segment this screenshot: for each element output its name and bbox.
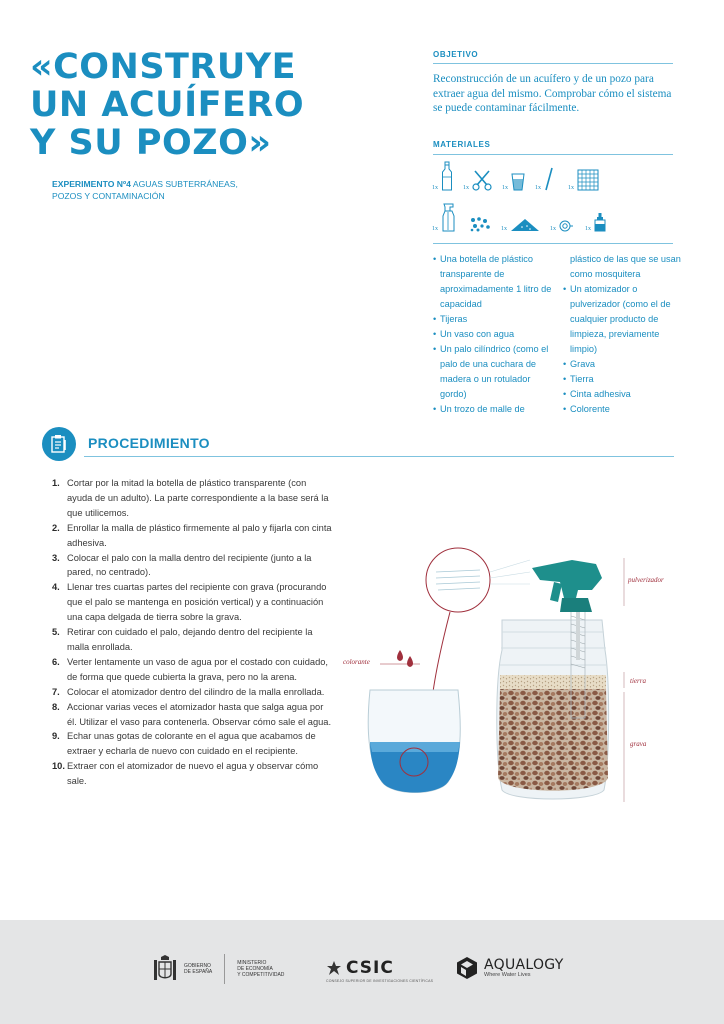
list-item: • Grava [563, 357, 681, 372]
aqualogy-text [484, 958, 564, 978]
materiales-divider [433, 154, 673, 155]
material-qty: 1x [585, 226, 591, 232]
step-number: 7. [52, 686, 60, 697]
step-item [52, 521, 332, 551]
material-glass [502, 173, 525, 191]
logo-divider [224, 954, 225, 984]
step-text: Retirar con cuidado el palo, dejando dentro del recipiente la malla enrollada. [67, 627, 313, 652]
gobierno-line-1: GOBIERNO [184, 963, 211, 969]
csic-subtitle: CONSEJO SUPERIOR DE INVESTIGACIONES CIENTÍFICAS [326, 979, 434, 983]
label-pulverizador: pulverizador [628, 576, 664, 584]
csic-logo-row [326, 958, 433, 978]
objetivo-divider [433, 63, 673, 64]
step-number: 6. [52, 656, 60, 667]
dye-drops [397, 650, 413, 667]
label-colorante: colorante [343, 658, 370, 666]
glass-with-water [368, 690, 460, 793]
experiment-topic-2: POZOS Y CONTAMINACIÓN [52, 191, 165, 201]
step-number: 2. [52, 522, 60, 533]
list-item: • Un trozo de malle de [433, 402, 558, 417]
procedure-icon [42, 427, 76, 461]
list-item: • Tijeras [433, 312, 558, 327]
magnifier-circle [426, 548, 490, 612]
material-stick [535, 167, 554, 191]
material-qty: 1x [463, 185, 469, 191]
step-item [52, 580, 332, 625]
materiales-icons-row-1 [432, 161, 599, 191]
step-number: 1. [52, 478, 60, 488]
ministerio-line-3: Y COMPETITIVIDAD [237, 972, 285, 978]
label-tierra: tierra [630, 677, 646, 685]
mesh-icon [577, 169, 599, 191]
material-tape [550, 220, 573, 232]
step-item [52, 729, 332, 759]
step-text: Verter lentamente un vaso de agua por el costado con cuidado, de forma que quede cubierta la grava, pero no la arena. [67, 656, 329, 682]
material-soil [501, 218, 540, 232]
step-text: Accionar varias veces el atomizador hasta que salga agua por él. Utilizar el vaso para contenerla. Observar cómo sale el agua. [67, 701, 332, 727]
material-dye [585, 212, 606, 232]
list-item: • Colorente [563, 402, 681, 417]
title-line-2: UN ACUÍFERO [30, 85, 305, 125]
materiales-heading: MATERIALES [433, 140, 491, 149]
gravel-icon [469, 216, 491, 232]
list-item-continuation-text: plástico de las que se usan como mosquitera [570, 254, 681, 279]
step-number: 10. [52, 761, 65, 772]
aqualogy-logo [456, 956, 564, 980]
page-title [30, 48, 390, 162]
title-line-1: «CONSTRUYE [30, 47, 297, 87]
procedimiento-heading: PROCEDIMIENTO [88, 435, 210, 451]
material-qty: 1x [550, 226, 556, 232]
material-qty: 1x [568, 185, 574, 191]
clipboard-icon [50, 434, 68, 454]
step-text: Enrollar la malla de plástico firmemente al palo y fijarla con cinta adhesiva. [67, 522, 332, 548]
csic-name: CSIC [346, 958, 394, 978]
materiales-list-col-1 [433, 252, 558, 417]
step-item [52, 700, 332, 730]
ministerio-line-2: DE ECONOMÍA [237, 966, 273, 972]
material-spray [432, 202, 457, 232]
step-number: 8. [52, 701, 60, 712]
list-item: • Tierra [563, 372, 681, 387]
step-text: Colocar el palo con la malla dentro del recipiente (junto a la pared, no centrado). [67, 552, 312, 578]
material-qty: 1x [432, 185, 438, 191]
materiales-list-divider [433, 243, 673, 244]
materiales-list-col-2 [563, 252, 681, 417]
experiment-subtitle [52, 178, 312, 202]
step-item [52, 551, 332, 581]
experiment-topic-1: AGUAS SUBTERRÁNEAS, [132, 179, 238, 189]
ministerio-text [237, 960, 284, 978]
step-item [52, 476, 332, 521]
material-scissors [463, 169, 492, 191]
label-grava: grava [630, 740, 647, 748]
list-item: • Un palo cilíndrico (como el palo de una cuchara de madera o un rotulador gordo) [433, 342, 558, 402]
materiales-icons-row-2 [432, 202, 606, 232]
aquifer-illustration [340, 520, 720, 820]
title-line-3: Y SU POZO» [30, 123, 272, 163]
step-item [52, 685, 332, 700]
material-qty: 1x [501, 226, 507, 232]
material-gravel [469, 216, 491, 232]
glass-icon [511, 173, 525, 191]
dye-icon [594, 212, 606, 232]
csic-logo [326, 958, 433, 983]
spray-icon [441, 202, 457, 232]
step-text: Colocar el atomizador dentro del cilindro de la malla enrollada. [67, 686, 325, 697]
step-text: Llenar tres cuartas partes del recipiente con grava (procurando que el palo se mantenga en posición vertical) y a continuación una capa delgada de tierra sobre la grava. [67, 582, 327, 623]
bottle-icon [441, 161, 453, 191]
aqualogy-name: AQUALOGY [484, 957, 564, 973]
stick-icon [544, 167, 554, 191]
list-item: • Cinta adhesiva [563, 387, 681, 402]
list-item: • Un vaso con agua [433, 327, 558, 342]
material-bottle [432, 161, 453, 191]
procedimiento-divider [84, 456, 674, 457]
material-mesh [568, 169, 599, 191]
material-qty: 1x [432, 226, 438, 232]
list-item: • Un atomizador o pulverizador (como el de cualquier producto de limpieza, previamente limpio) [563, 282, 681, 357]
coat-of-arms-icon [152, 954, 178, 984]
step-item [52, 655, 332, 685]
bottle-aquifer [497, 608, 609, 799]
scissors-icon [472, 169, 492, 191]
gobierno-line-2: DE ESPAÑA [184, 969, 213, 975]
objetivo-heading: OBJETIVO [433, 50, 479, 59]
step-number: 9. [52, 731, 60, 742]
soil-icon [510, 218, 540, 232]
gobierno-logo [152, 954, 284, 984]
step-number: 4. [52, 582, 60, 593]
aqualogy-cube-icon [456, 956, 478, 980]
material-qty: 1x [502, 185, 508, 191]
step-item [52, 759, 332, 789]
ministerio-line-1: MINISTERIO [237, 960, 267, 966]
objetivo-text: Reconstrucción de un acuífero y de un pozo para extraer agua del mismo. Comprobar cómo el sistema se puede contaminar fácilmente. [433, 73, 672, 114]
step-item [52, 625, 332, 655]
material-qty: 1x [535, 185, 541, 191]
step-text: Echar unas gotas de colorante en el agua que acabamos de extraer y echarla de nuevo con cuidado en el recipiente. [67, 731, 316, 757]
step-number: 3. [52, 552, 60, 563]
list-item-continuation [563, 252, 681, 282]
step-text: Cortar por la mitad la botella de plástico transparente (con ayuda de un adulto). La parte correspondiente a la base será la que utilicemos. [67, 478, 329, 518]
step-number: 5. [52, 627, 60, 638]
csic-emblem-icon [326, 960, 342, 976]
experiment-number: EXPERIMENTO Nº4 [52, 179, 131, 189]
procedure-steps [52, 476, 332, 789]
gobierno-text [184, 963, 212, 975]
tape-icon [559, 220, 573, 232]
step-text: Extraer con el atomizador de nuevo el agua y observar cómo sale. [67, 761, 319, 787]
list-item: • Una botella de plástico transparente de aproximadamente 1 litro de capacidad [433, 252, 558, 312]
aqualogy-tagline: Where Water Lives [484, 972, 531, 978]
